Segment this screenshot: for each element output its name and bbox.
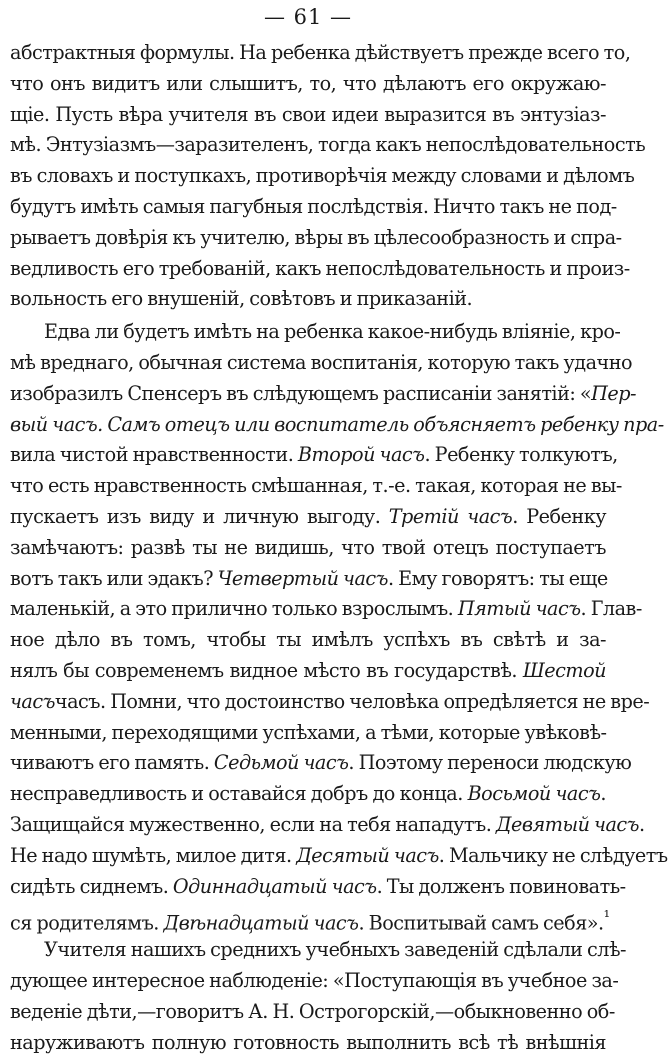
text-line: дующее интересное наблюденіе: «Поступающія въ учебное за- — [10, 966, 606, 997]
italic-segment: Пер- — [591, 382, 636, 405]
text-segment: . Глав- — [581, 597, 642, 620]
text-line: что онъ видитъ или слышитъ, то, что дѣлаютъ его окружаю- — [10, 69, 606, 100]
text-segment: несправедливость и оставайся добръ до конца. — [10, 782, 468, 805]
text-line: веденіе дѣти,—говоритъ А. Н. Острогорскій,—обыкновенно об- — [10, 997, 606, 1028]
text-line: вольность его внушеній, совѣтовъ и приказаній. — [10, 284, 606, 315]
text-line — [10, 872, 606, 903]
text-line: что есть нравственность смѣшанная, т.-е. такая, которая не вы- — [10, 471, 606, 502]
text-line: щіе. Пусть вѣра учителя въ свои идеи выразится въ энтузіаз- — [10, 100, 606, 131]
text-line — [10, 594, 606, 625]
text-segment: сидѣть сиднемъ. — [10, 875, 173, 898]
text-line — [10, 440, 606, 471]
italic-segment: Пятый часъ — [458, 597, 581, 620]
text-line: мѣ вреднаго, обычная система воспитанія, которую такъ удачно — [10, 348, 606, 379]
text-segment: Не надо шумѣть, милое дитя. — [10, 844, 296, 867]
italic-segment: Седьмой часъ — [214, 751, 348, 774]
footnote-mark: ¹ — [604, 907, 610, 926]
italic-segment: Девятый часъ — [496, 813, 639, 836]
text-segment: . Воспитывай самъ себя». — [358, 912, 603, 935]
text-segment: вотъ такъ или эдакъ? — [10, 567, 218, 590]
text-segment: нялъ бы современемъ видное мѣсто въ государствѣ. — [10, 659, 523, 682]
text-segment: . Поэтому переноси людскую — [348, 751, 631, 774]
text-line: Едва ли будетъ имѣть на ребенка какое-нибудь вліяніе, кро- — [10, 317, 606, 348]
text-line — [10, 748, 606, 779]
italic-segment: Восьмой часъ — [468, 782, 601, 805]
text-line: мѣ. Энтузіазмъ—заразителенъ, тогда какъ непослѣдовательность — [10, 130, 606, 161]
text-line: ное дѣло въ томъ, чтобы ты имѣлъ успѣхъ въ свѣтѣ и за- — [10, 625, 606, 656]
italic-segment: Двѣнадцатый часъ — [163, 912, 358, 935]
text-segment: пускаетъ изъ виду и личную выгоду. — [10, 505, 389, 528]
paragraph-2 — [10, 317, 606, 933]
italic-segment: Десятый часъ — [296, 844, 439, 867]
text-line — [10, 379, 606, 410]
text-line: замѣчаютъ: развѣ ты не видишь, что твой отецъ поступаетъ — [10, 533, 606, 564]
italic-segment: часъ — [10, 690, 55, 713]
text-line — [10, 502, 606, 533]
italic-segment: Одиннадцатый часъ — [173, 875, 377, 898]
text-line — [10, 902, 606, 933]
text-line: ведливость его требованій, какъ непослѣдовательность и произ- — [10, 254, 606, 285]
text-segment: изобразилъ Спенсеръ въ слѣдующемъ расписаніи занятій: « — [10, 382, 591, 405]
italic-segment: Шестой — [523, 659, 606, 682]
text-segment: . Ты долженъ повиновать- — [377, 875, 626, 898]
text-line — [10, 564, 606, 595]
italic-segment: Второй часъ — [298, 443, 425, 466]
text-line: въ словахъ и поступкахъ, противорѣчія между словами и дѣломъ — [10, 161, 606, 192]
text-line — [10, 779, 606, 810]
text-segment: . Мальчику не слѣдуетъ — [439, 844, 668, 867]
text-segment: часъ. Помни, что достоинство человѣка опредѣляется не вре- — [55, 690, 649, 713]
text-line — [10, 687, 606, 718]
italic-segment: Четвертый часъ — [218, 567, 388, 590]
text-segment: ся родителямъ. — [10, 912, 163, 935]
text-segment: вила чистой нравственности. — [10, 443, 298, 466]
italic-segment: Третій часъ — [389, 505, 512, 528]
text-segment: . Ребенку — [512, 505, 606, 528]
text-segment: . Ему говорятъ: ты еще — [388, 567, 608, 590]
text-line — [10, 841, 606, 872]
text-line: будутъ имѣть самыя пагубныя послѣдствія. Ничто такъ не под- — [10, 192, 606, 223]
text-line: менными, переходящими успѣхами, а тѣми, которые увѣковѣ- — [10, 718, 606, 749]
page-number: — 61 — — [10, 0, 606, 38]
paragraph-1 — [10, 38, 606, 315]
text-line — [10, 810, 606, 841]
text-line: абстрактныя формулы. На ребенка дѣйствуетъ прежде всего то, — [10, 38, 606, 69]
text-line — [10, 410, 606, 441]
text-segment: чиваютъ его память. — [10, 751, 214, 774]
text-line: Учителя нашихъ среднихъ учебныхъ заведеній сдѣлали слѣ- — [10, 935, 606, 966]
text-line: наруживаютъ полную готовность выполнить всѣ тѣ внѣшнія — [10, 1028, 606, 1058]
paragraph-3 — [10, 935, 606, 1058]
text-segment: маленькій, а это прилично только взрослымъ. — [10, 597, 458, 620]
text-segment: Защищайся мужественно, если на тебя нападутъ. — [10, 813, 496, 836]
text-segment: . — [639, 813, 645, 836]
text-line: рываетъ довѣрія къ учителю, вѣры въ цѣлесообразность и спра- — [10, 223, 606, 254]
text-segment: . — [600, 782, 606, 805]
text-line — [10, 656, 606, 687]
italic-segment: вый часъ. Самъ отецъ или воспитатель объясняетъ ребенку пра- — [10, 413, 664, 436]
text-segment: . Ребенку толкуютъ, — [424, 443, 617, 466]
